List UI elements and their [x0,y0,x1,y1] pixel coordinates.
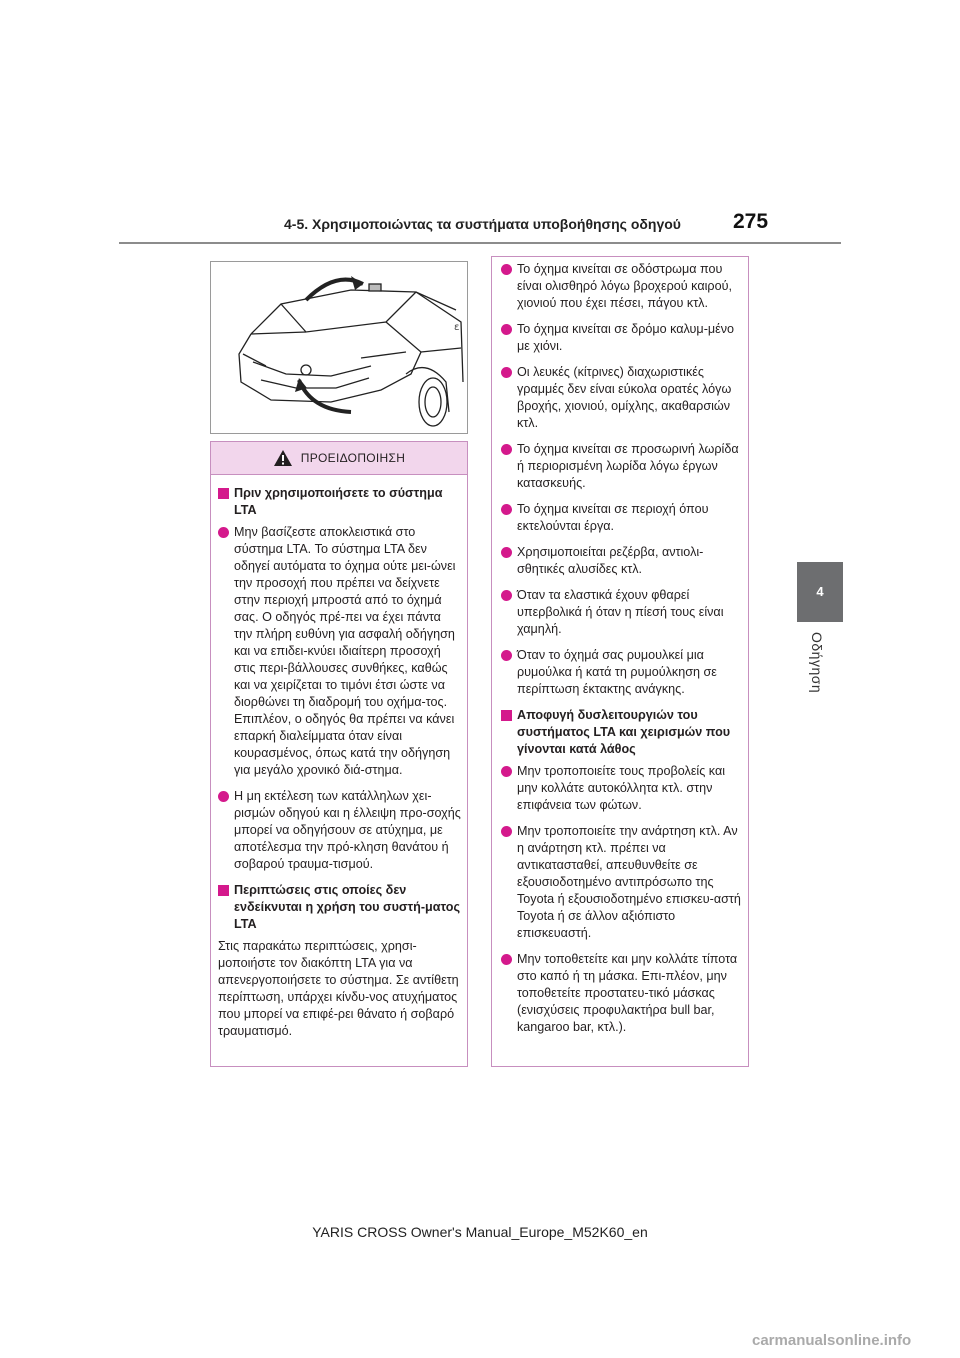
bullet-icon [501,367,512,378]
heading-text: Αποφυγή δυσλειτουργιών του συστήματος LTA και χειρισμών που γίνονται κατά λάθος [517,708,731,756]
list-item [501,261,743,312]
bullet-icon [501,650,512,661]
section-heading [501,707,743,758]
section-title: 4-5. Χρησιμοποιώντας τα συστήματα υποβοήθησης οδηγού [284,216,681,232]
list-item [501,321,743,355]
continued-warning-box [491,256,749,1067]
list-item-text: Οι λευκές (κίτρινες) διαχωριστικές γραμμές δεν είναι εύκολα ορατές λόγω βροχής, χιονιού, ομίχλης, ακαθαρσιών κτλ. [517,365,732,430]
list-item-text: Μην τοποθετείτε και μην κολλάτε τίποτα στο καπό ή τη μάσκα. Επι-πλέον, μην τοποθετείτε προστατευ-τικό μάσκας (ενισχύσεις προφυλακτήρα bull bar, kangaroo bar, κτλ.). [517,952,738,1034]
watermark[interactable]: carmanualsonline.info [752,1332,912,1349]
heading-text: Περιπτώσεις στις οποίες δεν ενδείκνυται η χρήση του συστή-ματος LTA [234,883,461,931]
list-item [501,587,743,638]
svg-text:ε: ε [454,322,460,333]
list-item [218,788,462,873]
bullet-icon [218,791,229,802]
list-item [501,441,743,492]
page-number: 275 [733,210,769,233]
list-item-text: Το όχημα κινείται σε περιοχή όπου εκτελούνται έργα. [517,502,709,533]
warning-triangle-icon [273,449,293,467]
warning-title: ΠΡΟΕΙΔΟΠΟΙΗΣΗ [300,451,406,465]
section-heading [218,882,462,933]
list-item-text: Όταν τα ελαστικά έχουν φθαρεί υπερβολικά ή όταν η πίεσή τους είναι χαμηλή. [517,588,724,636]
bullet-icon [501,590,512,601]
square-bullet-icon [218,488,229,499]
list-item-text: Όταν το όχημά σας ρυμουλκεί μια ρυμούλκα ή κατά τη ρυμούλκηση σε περίπτωση έκτακτης ανάγκης. [517,648,717,696]
bullet-icon [501,444,512,455]
list-item-text: Η μη εκτέλεση των κατάλληλων χει-ρισμών οδηγού και η έλλειψη προ-σοχής μπορεί να οδηγήσουν σε ατύχημα, με αποτέλεσμα την πρό-κληση θανάτου ή σοβαρού τραυμα-τισμού. [234,789,461,871]
car-illustration-icon [211,262,467,433]
list-item [501,501,743,535]
list-item [501,647,743,698]
list-item [501,951,743,1036]
bullet-icon [501,766,512,777]
warning-box [210,441,468,1067]
bullet-icon [501,324,512,335]
warning-header [211,442,467,475]
list-item [501,544,743,578]
bullet-icon [501,504,512,515]
footer-manual-id: YARIS CROSS Owner's Manual_Europe_M52K60_en [312,1224,648,1240]
car-front-camera-illustration [210,261,468,434]
list-item-text: Το όχημα κινείται σε προσωρινή λωρίδα ή περιορισμένη λωρίδα λόγω έργων κατασκευής. [517,442,739,490]
list-item [501,364,743,432]
chapter-tab[interactable] [797,562,843,622]
bullet-icon [218,527,229,538]
bullet-icon [501,954,512,965]
chapter-number: 4 [816,584,824,599]
chapter-label: Οδήγηση [809,632,825,694]
list-item [218,524,462,779]
section-heading [218,485,462,519]
list-item-text: Το όχημα κινείται σε δρόμο καλυμ-μένο με χιόνι. [517,322,735,353]
list-item [501,823,743,942]
header-divider [119,242,841,244]
bullet-icon [501,826,512,837]
square-bullet-icon [218,885,229,896]
list-item-text: Χρησιμοποιείται ρεζέρβα, αντιολι-σθητικές αλυσίδες κτλ. [517,545,704,576]
paragraph: Στις παρακάτω περιπτώσεις, χρησι-μοποιήστε τον διακόπτη LTA για να απενεργοποιήσετε το σύστημα. Σε αντίθετη περίπτωση, υπάρχει κίνδυ-νος ατυχήματος που μπορεί να επιφέ-ρει θάνατο ή σοβαρό τραυματισμό. [218,939,459,1038]
bullet-icon [501,264,512,275]
square-bullet-icon [501,710,512,721]
list-item-text: Μην τροποποιείτε τους προβολείς και μην κολλάτε αυτοκόλλητα κτλ. στην επιφάνεια των φώτων. [517,764,726,812]
list-item-text: Το όχημα κινείται σε οδόστρωμα που είναι ολισθηρό λόγω βροχερού καιρού, χιονιού που έχει πέσει, πάγου κτλ. [517,262,732,310]
bullet-icon [501,547,512,558]
list-item [501,763,743,814]
heading-text: Πριν χρησιμοποιήσετε το σύστημα LTA [234,486,443,517]
list-item-text: Μην τροποποιείτε την ανάρτηση κτλ. Αν η ανάρτηση κτλ. πρέπει να αντικατασταθεί, απευθυνθείτε σε εξουσιοδοτημένο αντιπρόσωπο της Toyota ή εξουσιοδοτημένο επισκευ-αστή Toyota ή σε άλλον αξιόπιστο επισκευαστή. [517,824,741,940]
list-item-text: Μην βασίζεστε αποκλειστικά στο σύστημα LTA. Το σύστημα LTA δεν οδηγεί αυτόματα το όχημα ούτε μει-ώνει την προσοχή που πρέπει να δείχνετε στην περιοχή μπροστά από το όχημά σας. Ο οδηγός πρέ-πει να έχει πάντα την πλήρη ευθύνη για ασφαλή οδήγηση και να επιδει-κνύει ιδιαίτερη προσοχή στις περι-βάλλουσες συνθήκες, καθώς και να χειρίζεται το τιμόνι έτσι ώστε να διορθώνει τη διαδρομή του οχήμα-τος. Επιπλέον, ο οδηγός θα πρέπει να κάνει επαρκή διαλείμματα όταν είναι κουρασμένος, όπως κατά την οδήγηση για μεγάλο χρονικό διά-στημα. [234,525,456,777]
